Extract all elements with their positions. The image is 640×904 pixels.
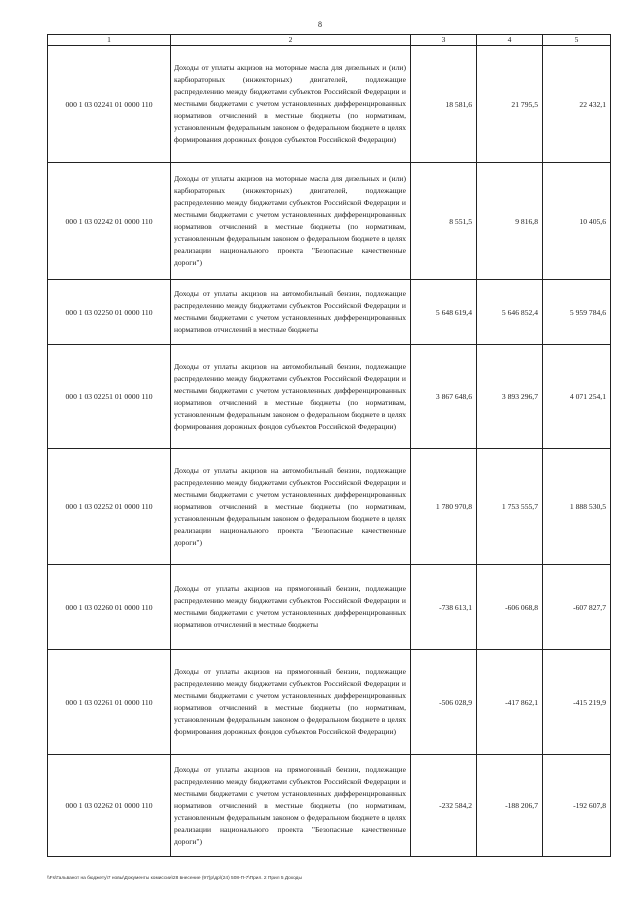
revenue-description: Доходы от уплаты акцизов на автомобильный бензин, подлежащие распределению между бюджетами субъектов Российской Федерации и местными бюджетами с учетом установленных дифференцированных нормативов отчислений в местные бюджеты — [171, 280, 411, 345]
value-col-4: -188 206,7 — [477, 755, 543, 857]
revenue-table — [47, 34, 611, 857]
value-col-5: 22 432,1 — [543, 46, 611, 163]
budget-code: 000 1 03 02242 01 0000 110 — [48, 163, 171, 280]
column-header: 5 — [543, 35, 611, 46]
column-header: 1 — [48, 35, 171, 46]
column-header: 3 — [411, 35, 477, 46]
value-col-3: -232 584,2 — [411, 755, 477, 857]
revenue-description: Доходы от уплаты акцизов на автомобильный бензин, подлежащие распределению между бюджетами субъектов Российской Федерации и местными бюджетами с учетом установленных дифференцированных нормативов отчислений в местные бюджеты (по нормативам, установленным федеральным законом о федеральном бюджете в целях реализации национального проекта "Безопасные качественные дороги") — [171, 449, 411, 565]
budget-code: 000 1 03 02250 01 0000 110 — [48, 280, 171, 345]
revenue-description: Доходы от уплаты акцизов на прямогонный бензин, подлежащие распределению между бюджетами субъектов Российской Федерации и местными бюджетами с учетом установленных дифференцированных нормативов отчислений в местные бюджеты (по нормативам, установленным федеральным законом о федеральном бюджете в целях формирования дорожных фондов субъектов Российской Федерации) — [171, 650, 411, 755]
value-col-5: -415 219,9 — [543, 650, 611, 755]
value-col-3: 3 867 648,6 — [411, 345, 477, 449]
value-col-5: -192 607,8 — [543, 755, 611, 857]
file-path-footer: \\Fs\Гальванот на бюджету\7 новы\Документы комиссии\28 внесение (97)р\др\(24) 508-П-7\Прил. 2 Прил 5 Доходы — [47, 876, 302, 881]
value-col-4: 1 753 555,7 — [477, 449, 543, 565]
budget-code: 000 1 03 02251 01 0000 110 — [48, 345, 171, 449]
value-col-4: 21 795,5 — [477, 46, 543, 163]
value-col-4: 9 816,8 — [477, 163, 543, 280]
value-col-5: 10 405,6 — [543, 163, 611, 280]
value-col-5: 5 959 784,6 — [543, 280, 611, 345]
table-row — [48, 345, 611, 449]
value-col-3: 1 780 970,8 — [411, 449, 477, 565]
value-col-3: -506 028,9 — [411, 650, 477, 755]
table-row — [48, 163, 611, 280]
table-row — [48, 755, 611, 857]
revenue-description: Доходы от уплаты акцизов на моторные масла для дизельных и (или) карбюраторных (инжекторных) двигателей, подлежащие распределению между бюджетами субъектов Российской Федерации и местными бюджетами с учетом установленных дифференцированных нормативов отчислений в местные бюджеты (по нормативам, установленным федеральным законом о федеральном бюджете в целях формирования дорожных фондов субъектов Российской Федерации) — [171, 46, 411, 163]
value-col-4: -417 862,1 — [477, 650, 543, 755]
value-col-4: 5 646 852,4 — [477, 280, 543, 345]
table-row — [48, 650, 611, 755]
revenue-description: Доходы от уплаты акцизов на прямогонный бензин, подлежащие распределению между бюджетами субъектов Российской Федерации и местными бюджетами с учетом установленных дифференцированных нормативов отчислений в местные бюджеты — [171, 565, 411, 650]
table-row — [48, 565, 611, 650]
value-col-5: 4 071 254,1 — [543, 345, 611, 449]
table-header-row — [48, 35, 611, 46]
page-number: 8 — [318, 20, 322, 29]
value-col-3: 8 551,5 — [411, 163, 477, 280]
budget-code: 000 1 03 02262 01 0000 110 — [48, 755, 171, 857]
budget-code: 000 1 03 02260 01 0000 110 — [48, 565, 171, 650]
value-col-3: -738 613,1 — [411, 565, 477, 650]
revenue-description: Доходы от уплаты акцизов на моторные масла для дизельных и (или) карбюраторных (инжекторных) двигателей, подлежащие распределению между бюджетами субъектов Российской Федерации и местными бюджетами с учетом установленных дифференцированных нормативов отчислений в местные бюджеты (по нормативам, установленным федеральным законом о федеральном бюджете в целях реализации национального проекта "Безопасные качественные дороги") — [171, 163, 411, 280]
column-header: 2 — [171, 35, 411, 46]
revenue-description: Доходы от уплаты акцизов на автомобильный бензин, подлежащие распределению между бюджетами субъектов Российской Федерации и местными бюджетами с учетом установленных дифференцированных нормативов отчислений в местные бюджеты (по нормативам, установленным федеральным законом о федеральном бюджете в целях формирования дорожных фондов субъектов Российской Федерации) — [171, 345, 411, 449]
column-header: 4 — [477, 35, 543, 46]
value-col-5: -607 827,7 — [543, 565, 611, 650]
budget-code: 000 1 03 02261 01 0000 110 — [48, 650, 171, 755]
revenue-description: Доходы от уплаты акцизов на прямогонный бензин, подлежащие распределению между бюджетами субъектов Российской Федерации и местными бюджетами с учетом установленных дифференцированных нормативов отчислений в местные бюджеты (по нормативам, установленным федеральным законом о федеральном бюджете в целях реализации национального проекта "Безопасные качественные дороги") — [171, 755, 411, 857]
budget-code: 000 1 03 02241 01 0000 110 — [48, 46, 171, 163]
table-row — [48, 449, 611, 565]
table-row — [48, 280, 611, 345]
value-col-4: -606 068,8 — [477, 565, 543, 650]
value-col-3: 5 648 619,4 — [411, 280, 477, 345]
table-row — [48, 46, 611, 163]
budget-code: 000 1 03 02252 01 0000 110 — [48, 449, 171, 565]
value-col-3: 18 581,6 — [411, 46, 477, 163]
value-col-5: 1 888 530,5 — [543, 449, 611, 565]
value-col-4: 3 893 296,7 — [477, 345, 543, 449]
